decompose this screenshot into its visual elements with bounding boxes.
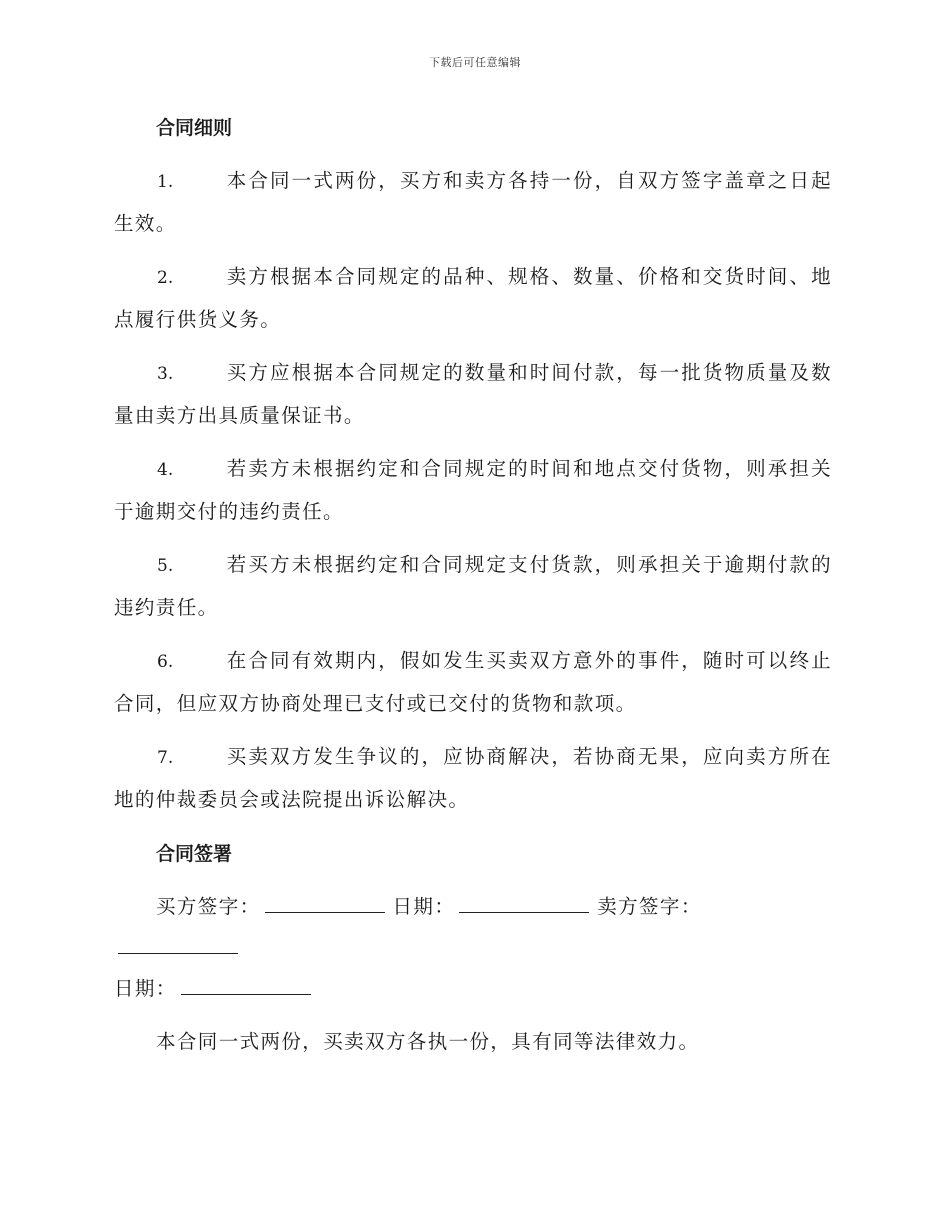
buyer-signature-line[interactable] <box>265 911 385 913</box>
clause-4 <box>114 448 832 532</box>
clause-number: 2. <box>157 268 174 288</box>
buyer-sign-label: 买方签字： <box>156 895 261 918</box>
clause-text: 在合同有效期内，假如发生买卖双方意外的事件，随时可以终止合同，但应双方协商处理已支付或已交付的货物和款项。 <box>114 649 832 715</box>
clause-number: 3. <box>157 364 174 384</box>
seller-signature-line[interactable] <box>118 952 238 954</box>
clause-number: 7. <box>157 748 174 768</box>
date-label: 日期： <box>114 977 177 1000</box>
clause-text: 买方应根据本合同规定的数量和时间付款，每一批货物质量及数量由卖方出具质量保证书。 <box>114 361 832 427</box>
clause-text: 若卖方未根据约定和合同规定的时间和地点交付货物，则承担关于逾期交付的违约责任。 <box>114 457 832 523</box>
signature-block <box>114 886 832 1009</box>
closing-statement: 本合同一式两份，买卖双方各执一份，具有同等法律效力。 <box>156 1030 700 1053</box>
clause-text: 卖方根据本合同规定的品种、规格、数量、价格和交货时间、地点履行供货义务。 <box>114 265 832 331</box>
seller-sign-label: 卖方签字： <box>597 895 702 918</box>
clause-text: 本合同一式两份，买方和卖方各持一份，自双方签字盖章之日起生效。 <box>114 169 832 235</box>
clause-5 <box>114 544 832 628</box>
seller-date-line[interactable] <box>181 993 311 995</box>
clause-7 <box>114 736 832 820</box>
clause-6 <box>114 640 832 724</box>
date-label: 日期： <box>392 895 456 918</box>
clause-text: 买卖双方发生争议的，应协商解决，若协商无果，应向卖方所在地的仲裁委员会或法院提出诉讼解决。 <box>114 745 832 811</box>
clause-2 <box>114 256 832 340</box>
clause-3 <box>114 352 832 436</box>
clause-text: 若买方未根据约定和合同规定支付货款，则承担关于逾期付款的违约责任。 <box>114 553 832 619</box>
section-heading-signing: 合同签署 <box>156 843 233 865</box>
clause-number: 6. <box>157 652 174 672</box>
section-heading-details: 合同细则 <box>156 117 233 139</box>
buyer-date-line[interactable] <box>459 911 589 913</box>
header-note: 下载后可任意编辑 <box>429 56 521 69</box>
document-body <box>114 108 832 1062</box>
clause-number: 1. <box>157 172 174 192</box>
clause-1 <box>114 160 832 244</box>
clause-number: 5. <box>157 556 174 576</box>
clause-number: 4. <box>157 460 174 480</box>
